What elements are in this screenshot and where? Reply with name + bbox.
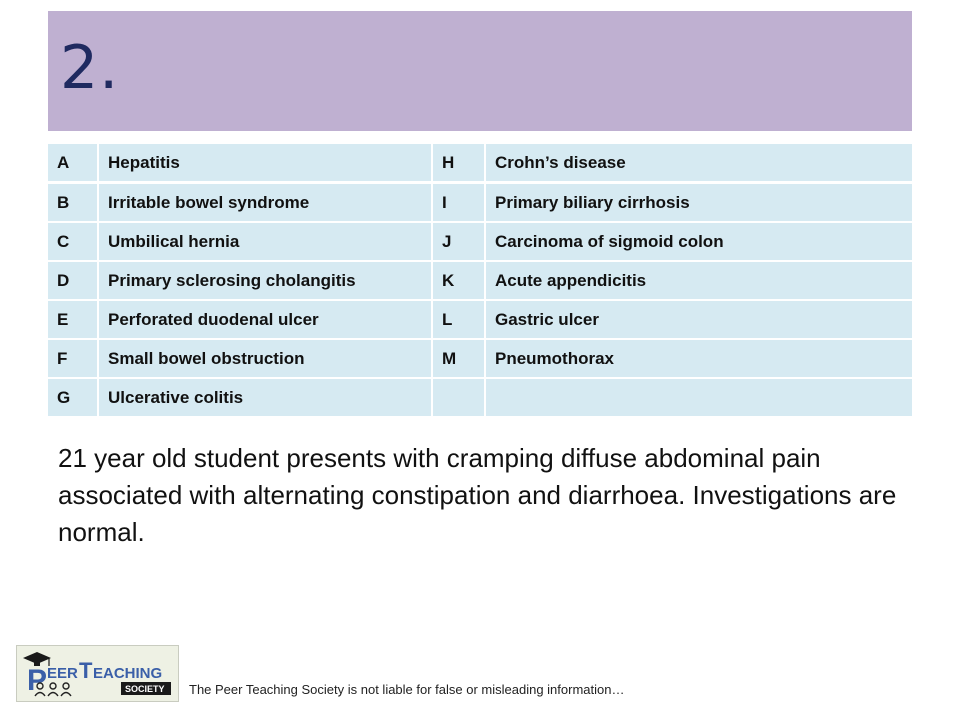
option-name: Pneumothorax [486,340,912,379]
svg-text:EER: EER [47,665,78,682]
option-letter: M [433,340,486,379]
svg-text:SOCIETY: SOCIETY [125,684,165,694]
option-name: Acute appendicitis [486,262,912,301]
peer-teaching-logo [16,645,179,702]
disclaimer-text: The Peer Teaching Society is not liable for false or misleading information… [189,682,625,697]
option-name: Gastric ulcer [486,301,912,340]
option-letter: B [48,184,99,223]
option-letter: I [433,184,486,223]
option-letter: C [48,223,99,262]
table-row [48,144,912,184]
option-letter: G [48,379,99,418]
option-letter: J [433,223,486,262]
option-name: Hepatitis [99,144,433,184]
option-name: Umbilical hernia [99,223,433,262]
option-name: Primary sclerosing cholangitis [99,262,433,301]
option-name: Irritable bowel syndrome [99,184,433,223]
option-letter: F [48,340,99,379]
table-row [48,379,912,418]
table-row [48,262,912,301]
options-table [48,144,912,418]
option-letter: K [433,262,486,301]
option-letter: L [433,301,486,340]
option-name: Crohn’s disease [486,144,912,184]
table-row [48,301,912,340]
option-letter: H [433,144,486,184]
option-letter: D [48,262,99,301]
svg-text:T: T [79,658,93,683]
question-text: 21 year old student presents with cramping diffuse abdominal pain associated with alternating constipation and diarrhoea. Investigations are normal. [58,443,897,547]
option-letter: E [48,301,99,340]
option-name [486,379,912,418]
table-row [48,340,912,379]
logo-graphic-icon [17,646,178,701]
option-name: Perforated duodenal ulcer [99,301,433,340]
title-bar [48,11,912,131]
option-name: Primary biliary cirrhosis [486,184,912,223]
slide-title: 2. [60,33,120,103]
option-letter [433,379,486,418]
option-name: Carcinoma of sigmoid colon [486,223,912,262]
option-name: Ulcerative colitis [99,379,433,418]
option-letter: A [48,144,99,184]
table-row [48,223,912,262]
option-name: Small bowel obstruction [99,340,433,379]
svg-text:P: P [27,664,48,697]
table-row [48,184,912,223]
svg-text:EACHING: EACHING [93,665,163,682]
